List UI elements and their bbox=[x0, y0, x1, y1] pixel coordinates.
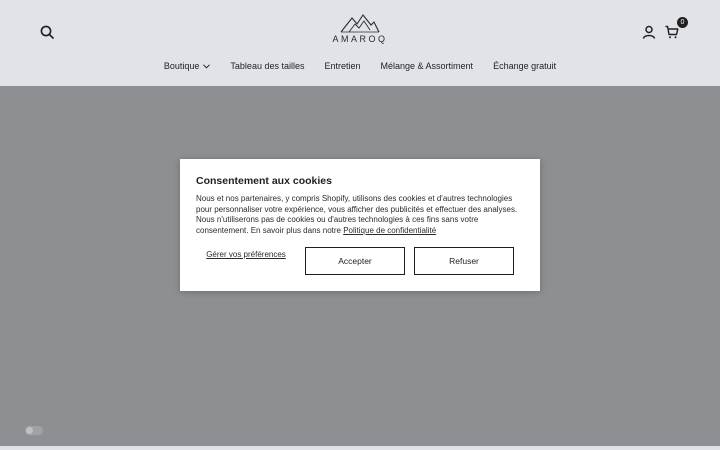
nav-item-label: Mélange & Assortiment bbox=[380, 61, 474, 71]
account-button[interactable] bbox=[638, 21, 660, 43]
cart-count-badge: 0 bbox=[677, 17, 688, 28]
manage-preferences-link[interactable]: Gérer vos préférences bbox=[206, 250, 286, 259]
dialog-body-text: Nous et nos partenaires, y compris Shopify, utilisons des cookies et d'autres technologies pour personnaliser votre expérience, vous afficher des publicités et effectuer des analyses. Nous n'utiliserons pas de cookies ou d'autres technologies à ces fins sans votre consentement. En savoir plus dans notre bbox=[196, 194, 518, 235]
nav-item-care[interactable] bbox=[324, 61, 360, 71]
search-icon bbox=[40, 25, 54, 39]
main-nav bbox=[0, 56, 720, 76]
cart-button[interactable] bbox=[661, 21, 683, 43]
refuse-button[interactable]: Refuser bbox=[414, 247, 514, 275]
brand-logo[interactable] bbox=[327, 13, 393, 49]
dialog-title: Consentement aux cookies bbox=[196, 175, 332, 187]
cart-icon bbox=[665, 25, 679, 39]
nav-item-size-chart[interactable] bbox=[230, 61, 304, 71]
mountain-logo-icon bbox=[340, 13, 380, 33]
site-header bbox=[0, 0, 720, 86]
nav-item-free-exchange[interactable] bbox=[493, 61, 556, 71]
cookie-consent-dialog bbox=[180, 159, 540, 291]
nav-item-label: Échange gratuit bbox=[493, 61, 557, 71]
nav-item-label: Entretien bbox=[324, 61, 361, 71]
nav-item-boutique[interactable] bbox=[164, 61, 211, 71]
chevron-down-icon bbox=[203, 64, 210, 69]
dialog-actions bbox=[196, 247, 514, 275]
toggle-switch[interactable] bbox=[25, 426, 43, 435]
account-icon bbox=[642, 25, 656, 39]
nav-item-label: Tableau des tailles bbox=[230, 61, 305, 71]
nav-item-label: Boutique bbox=[163, 61, 200, 71]
nav-item-mix-assortment[interactable] bbox=[381, 61, 474, 71]
footer-strip bbox=[0, 446, 720, 450]
search-button[interactable] bbox=[36, 21, 58, 43]
logo-text: AMAROQ bbox=[332, 34, 388, 44]
privacy-policy-link[interactable]: Politique de confidentialité bbox=[343, 225, 437, 235]
toggle-knob bbox=[26, 427, 33, 434]
accept-button[interactable]: Accepter bbox=[305, 247, 405, 275]
dialog-body bbox=[196, 194, 524, 236]
